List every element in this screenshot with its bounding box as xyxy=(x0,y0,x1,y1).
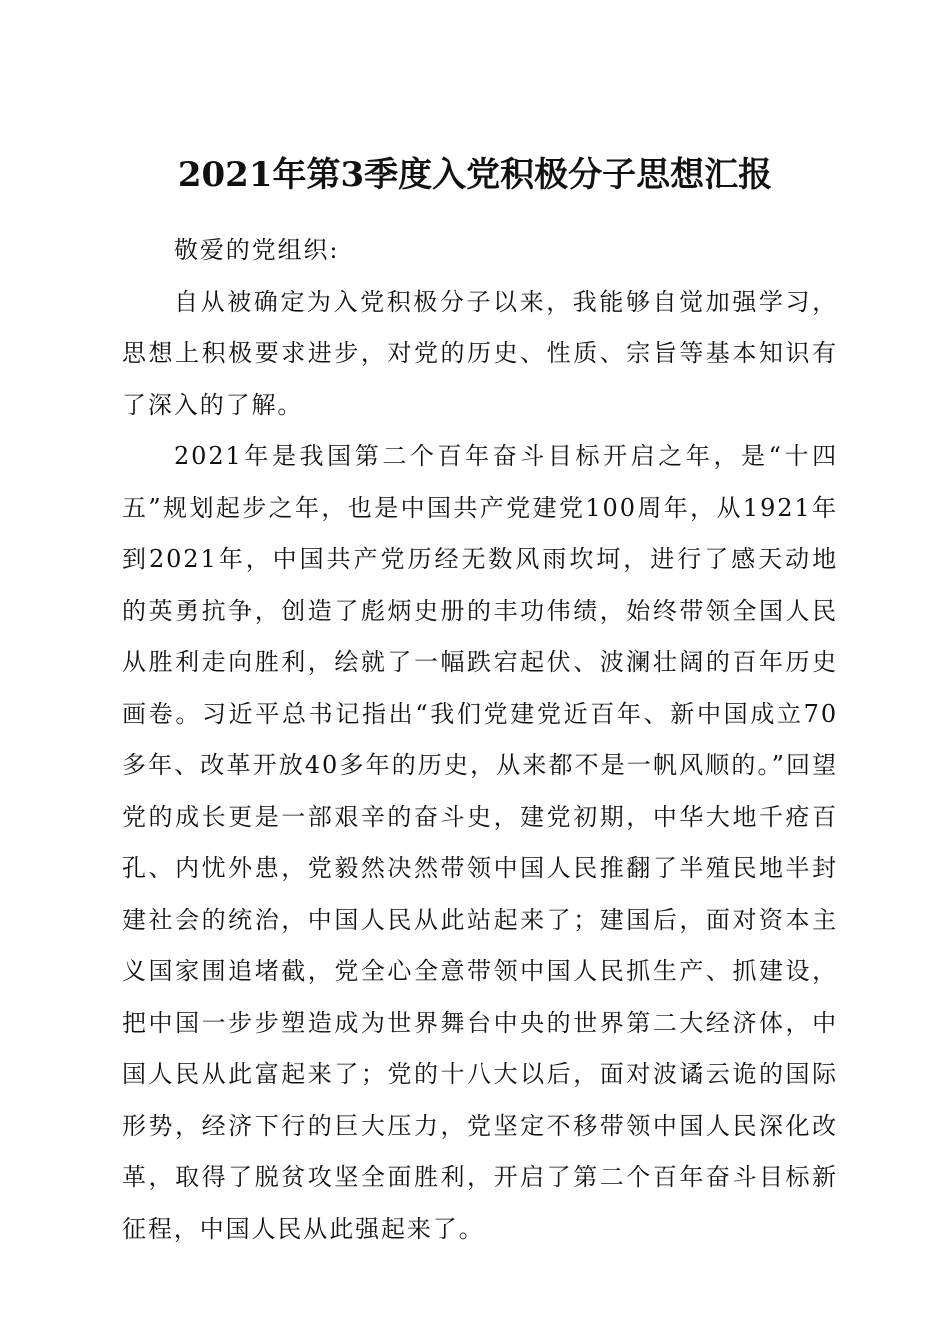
paragraph-intro: 自从被确定为入党积极分子以来，我能够自觉加强学习，思想上积极要求进步，对党的历史、性质、宗旨等基本知识有了深入的了解。 xyxy=(122,287,838,419)
document-body xyxy=(122,225,838,1255)
document-title: 2021年第3季度入党积极分子思想汇报 xyxy=(177,155,773,195)
paragraph-history: 2021年是我国第二个百年奋斗目标开启之年，是“十四五”规划起步之年，也是中国共产党建党100周年，从1921年到2021年，中国共产党历经无数风雨坎坷，进行了感天动地的英勇抗争，创造了彪炳史册的丰功伟绩，始终带领全国人民从胜利走向胜利，绘就了一幅跌宕起伏、波澜壮阔的百年历史画卷。习近平总书记指出“我们党建党近百年、新中国成立70多年、改革开放40多年的历史，从来都不是一帆风顺的。”回望党的成长更是一部艰辛的奋斗史，建党初期，中华大地千疮百孔、内忧外患，党毅然决然带领中国人民推翻了半殖民地半封建社会的统治，中国人民从此站起来了；建国后，面对资本主义国家围追堵截，党全心全意带领中国人民抓生产、抓建设，把中国一步步塑造成为世界舞台中央的世界第二大经济体，中国人民从此富起来了；党的十八大以后，面对波谲云诡的国际形势，经济下行的巨大压力，党坚定不移带领中国人民深化改革，取得了脱贫攻坚全面胜利，开启了第二个百年奋斗目标新征程，中国人民从此强起来了。 xyxy=(122,442,838,1243)
salutation: 敬爱的党组织: xyxy=(174,236,340,264)
